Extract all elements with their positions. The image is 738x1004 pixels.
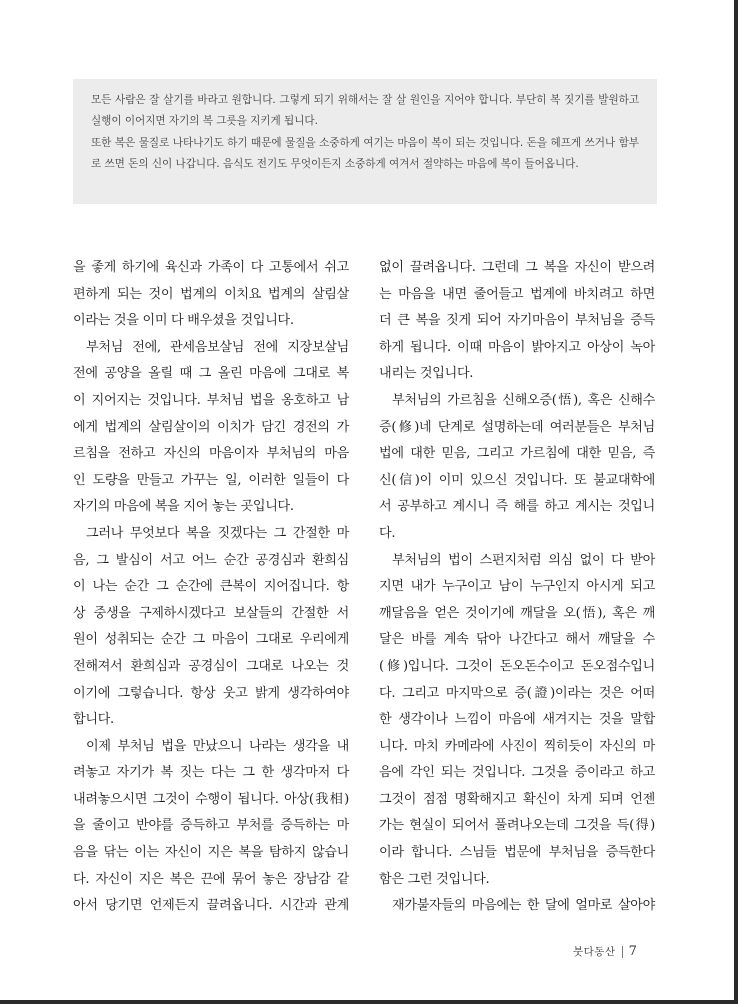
text-line: 원이 성취되는 순간 그 마음이 그대로 우리에게 bbox=[73, 632, 349, 648]
right-column bbox=[379, 255, 655, 920]
text-line: 아서 당기면 언제든지 끌려옵니다. 시간과 관계 bbox=[73, 898, 349, 914]
text-line: 서 공부하고 계시니 즉 해를 하고 계시는 것입니 bbox=[379, 499, 655, 515]
text-line: 이기에 그렇습니다. 항상 웃고 밝게 생각하여야 bbox=[73, 685, 349, 701]
text-line: 달은 바를 계속 닦아 나간다고 해서 깨달을 수 bbox=[379, 632, 655, 648]
footer-divider bbox=[622, 946, 623, 958]
text-line: 부처님의 법이 스펀지처럼 의심 없이 다 받아 bbox=[392, 552, 655, 568]
text-line: 더 큰 복을 짓게 되어 자기마음이 부처님을 증득 bbox=[379, 313, 655, 329]
text-line: 다. 그리고 마지막으로 증(證)이라는 것은 어떠 bbox=[379, 685, 655, 701]
text-line: 려놓고 자기가 복 짓는 다는 그 한 생각마저 다 bbox=[73, 765, 349, 781]
text-line: 을 줄이고 반야를 증득하고 부처를 증득하는 마 bbox=[73, 818, 349, 834]
text-line: 전에 공양을 올릴 때 그 올린 마음에 그대로 복 bbox=[73, 366, 349, 382]
text-line: (修)입니다. 그것이 돈오돈수이고 돈오점수입니 bbox=[379, 658, 655, 674]
text-line: 하게 됩니다. 이때 마음이 밝아지고 아상이 녹아 bbox=[379, 339, 655, 355]
magazine-title: 붓다동산 bbox=[573, 946, 616, 958]
summary-paragraph: 모든 사람은 잘 살기를 바라고 원합니다. 그렇게 되기 위해서는 잘 살 원인을 지어야 합니다. 부단히 복 짓기를 발원하고 실행이 이어지면 자기의 복 그릇을 지키게 됩니다. bbox=[91, 94, 639, 128]
text-line: 함은 그런 것입니다. bbox=[379, 871, 490, 887]
text-line: 이 지어지는 것입니다. 부처님 법을 옹호하고 남 bbox=[73, 392, 349, 408]
text-line: 내리는 것입니다. bbox=[379, 366, 474, 382]
text-line: 을 좋게 하기에 육신과 가족이 다 고통에서 쉬고 bbox=[73, 260, 349, 275]
text-line: 이라는 것을 이미 다 배우셨을 것입니다. bbox=[73, 313, 294, 329]
text-line: 재가불자들의 마음에는 한 달에 얼마로 살아야 bbox=[392, 898, 655, 914]
text-line: 부처님의 가르침을 신해오증(悟), 혹은 신해수 bbox=[392, 392, 655, 408]
text-line: 합니다. bbox=[73, 712, 114, 728]
text-line: 이제 부처님 법을 만났으니 나라는 생각을 내 bbox=[86, 738, 349, 754]
text-line: 음, 그 발심이 서고 어느 순간 공경심과 환희심 bbox=[73, 552, 349, 568]
text-line: 부처님 전에, 관세음보살님 전에 지장보살님 bbox=[86, 339, 349, 355]
left-column bbox=[73, 255, 349, 920]
text-line: 신(信)이 이미 있으신 것입니다. 또 불교대학에 bbox=[379, 472, 655, 488]
page-number: 7 bbox=[628, 944, 637, 959]
page-footer bbox=[573, 941, 637, 961]
summary-paragraph: 또한 복은 물질로 나타나기도 하기 때문에 물질을 소중하게 여기는 마음이 복이 되는 것입니다. 돈을 헤프게 쓰거나 함부로 쓰면 돈의 신이 나갑니다. 음식도 전기도 무엇이든지 소중하게 여겨서 절약하는 마음에 복이 들어옵니다. bbox=[91, 136, 639, 171]
text-line: 깨달음을 얻은 것이기에 깨달을 오(悟), 혹은 깨 bbox=[379, 605, 655, 621]
text-line: 한 생각이나 느낌이 마음에 새겨지는 것을 말합 bbox=[379, 712, 655, 728]
text-line: 는 마음을 내면 줄어들고 법계에 바치려고 하면 bbox=[379, 286, 655, 302]
text-line: 법에 대한 믿음, 그리고 가르침에 대한 믿음, 즉 bbox=[379, 446, 655, 462]
text-line: 편하게 되는 것이 법계의 이치요 법계의 살림살 bbox=[73, 286, 349, 302]
text-line: 가는 현실이 되어서 풀려나오는데 그것을 득(得) bbox=[379, 818, 655, 834]
text-line: 전해져서 환희심과 공경심이 그대로 나오는 것 bbox=[73, 658, 349, 674]
text-line: 르침을 전하고 자신의 마음이자 부처님의 마음 bbox=[73, 446, 349, 462]
summary-box bbox=[73, 79, 657, 204]
text-line: 음을 닦는 이는 자신이 지은 복을 탐하지 않습니 bbox=[73, 845, 349, 861]
text-line: 에게 법계의 살림살이의 이치가 담긴 경전의 가 bbox=[73, 419, 349, 435]
text-line: 내려놓으시면 그것이 수행이 됩니다. 아상(我相) bbox=[73, 791, 349, 807]
text-line: 그러나 무엇보다 복을 짓겠다는 그 간절한 마 bbox=[86, 525, 349, 541]
text-line: 이라 합니다. 스님들 법문에 부처님을 증득한다 bbox=[379, 845, 655, 861]
text-line: 상 중생을 구제하시겠다고 보살들의 간절한 서 bbox=[73, 605, 349, 621]
text-line: 음에 각인 되는 것입니다. 그것을 증이라고 하고 bbox=[379, 765, 655, 781]
text-line: 다. 자신이 지은 복은 끈에 묶어 놓은 장남감 같 bbox=[73, 871, 349, 887]
text-line: 증(修)네 단계로 설명하는데 여러분들은 부처님 bbox=[379, 419, 655, 435]
text-line: 이 나는 순간 그 순간에 큰복이 지어집니다. 항 bbox=[73, 579, 349, 595]
text-line: 니다. 마치 카메라에 사진이 찍히듯이 자신의 마 bbox=[379, 738, 655, 754]
text-line: 지면 내가 누구이고 남이 누구인지 아시게 되고 bbox=[379, 579, 655, 595]
text-line: 인 도량을 만들고 가꾸는 일, 이러한 일들이 다 bbox=[73, 472, 349, 488]
text-line: 다. bbox=[379, 525, 396, 541]
text-line: 없이 끌려옵니다. 그런데 그 복을 자신이 받으려 bbox=[379, 260, 655, 275]
text-line: 자기의 마음에 복을 지어 놓는 곳입니다. bbox=[73, 499, 294, 515]
text-line: 그것이 점점 명확해지고 확신이 차게 되며 언젠 bbox=[379, 791, 655, 807]
